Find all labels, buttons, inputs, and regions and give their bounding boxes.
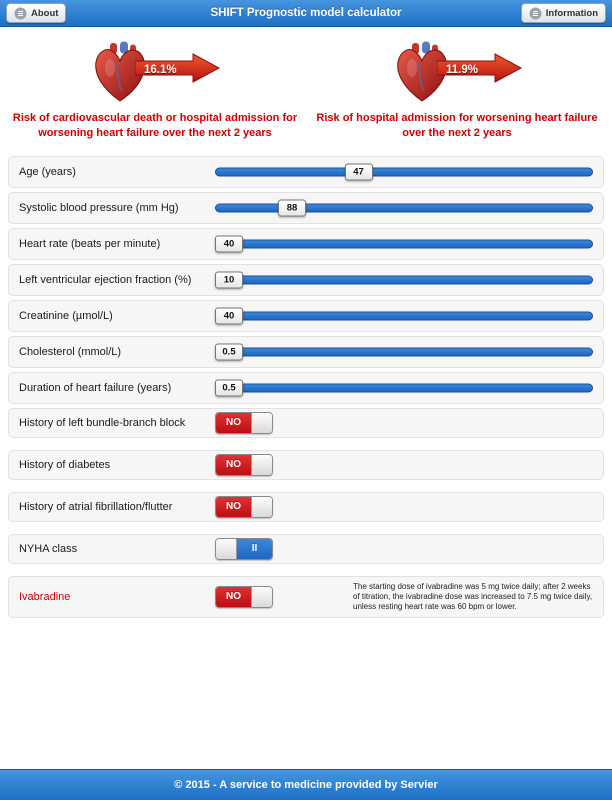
ivabradine-toggle[interactable] [215, 586, 273, 608]
toggle-knob [251, 497, 272, 517]
parameters-list [0, 148, 612, 618]
cholesterol-slider[interactable] [215, 337, 593, 367]
row-diabetes [8, 450, 604, 480]
risk-section [0, 27, 612, 148]
row-heart-rate [8, 228, 604, 260]
information-icon [529, 7, 542, 20]
toggle-value: NO [216, 587, 251, 607]
row-ivabradine [8, 576, 604, 618]
risk-cv-death-column [4, 37, 306, 142]
slider-label: Systolic blood pressure (mm Hg) [19, 201, 179, 214]
risk-percentage: 16.1% [144, 64, 177, 76]
information-button-label: Information [545, 7, 598, 19]
risk-description: Risk of cardiovascular death or hospital admission for worsening heart failure over the next 2 years [12, 112, 298, 140]
slider-label: Duration of heart failure (years) [19, 381, 172, 394]
afib-toggle[interactable] [215, 496, 273, 518]
toggle-label: NYHA class [19, 542, 78, 555]
slider-thumb[interactable]: 10 [215, 271, 243, 288]
toggle-label: History of diabetes [19, 458, 111, 471]
toggle-label: Ivabradine [19, 590, 71, 603]
toggle-knob [251, 413, 272, 433]
slider-thumb[interactable]: 0.5 [215, 343, 243, 360]
slider-thumb[interactable]: 0.5 [215, 379, 243, 396]
slider-label: Creatinine (µmol/L) [19, 309, 113, 322]
risk-hospital-admission-column [306, 37, 608, 142]
row-afib [8, 492, 604, 522]
slider-thumb[interactable]: 40 [215, 235, 243, 252]
row-age [8, 156, 604, 188]
age-slider[interactable] [215, 157, 593, 187]
app-bar [0, 0, 612, 27]
risk-percentage: 11.9% [446, 64, 478, 76]
systolic-bp-slider[interactable] [215, 193, 593, 223]
page-title: SHIFT Prognostic model calculator [210, 7, 402, 19]
slider-label: Cholesterol (mmol/L) [19, 345, 122, 358]
row-cholesterol [8, 336, 604, 368]
slider-track[interactable] [215, 239, 593, 248]
slider-track[interactable] [215, 275, 593, 284]
information-button[interactable] [521, 3, 606, 23]
nyha-class-toggle[interactable] [215, 538, 273, 560]
toggle-label: History of atrial fibrillation/flutter [19, 500, 173, 513]
slider-label: Left ventricular ejection fraction (%) [19, 273, 192, 286]
toggle-label: History of left bundle-branch block [19, 416, 186, 429]
heart-arrow-group [89, 37, 221, 109]
slider-label: Age (years) [19, 165, 76, 178]
row-hf-duration [8, 372, 604, 404]
slider-track[interactable] [215, 347, 593, 356]
toggle-value: II [237, 539, 272, 559]
row-creatinine [8, 300, 604, 332]
row-nyha-class [8, 534, 604, 564]
toggle-knob [216, 539, 237, 559]
lbbb-toggle[interactable] [215, 412, 273, 434]
risk-arrow [437, 53, 523, 88]
footer-bar [0, 769, 612, 800]
heart-arrow-group [391, 37, 523, 109]
ivabradine-note: The starting dose of ivabradine was 5 mg twice daily; after 2 weeks of titration, the ivabradine dose was increased to 7.5 mg twice daily, unless resting heart rate was 60 bpm or lower. [353, 581, 593, 611]
slider-label: Heart rate (beats per minute) [19, 237, 161, 250]
slider-track[interactable] [215, 167, 593, 176]
about-button[interactable] [6, 3, 66, 23]
risk-arrow [135, 53, 221, 88]
hf-duration-slider[interactable] [215, 373, 593, 403]
row-systolic-bp [8, 192, 604, 224]
slider-thumb[interactable]: 88 [278, 199, 306, 216]
diabetes-toggle[interactable] [215, 454, 273, 476]
risk-description: Risk of hospital admission for worsening heart failure over the next 2 years [316, 112, 598, 140]
slider-track[interactable] [215, 311, 593, 320]
slider-track[interactable] [215, 383, 593, 392]
slider-track[interactable] [215, 203, 593, 212]
toggle-knob [251, 587, 272, 607]
slider-thumb[interactable]: 40 [215, 307, 243, 324]
heart-rate-slider[interactable] [215, 229, 593, 259]
toggle-value: NO [216, 455, 251, 475]
creatinine-slider[interactable] [215, 301, 593, 331]
slider-thumb[interactable]: 47 [345, 163, 373, 180]
about-button-label: About [31, 7, 59, 19]
toggle-knob [251, 455, 272, 475]
footer-text: © 2015 - A service to medicine provided by Servier [174, 779, 438, 791]
row-lvef [8, 264, 604, 296]
about-icon [14, 7, 27, 20]
lvef-slider[interactable] [215, 265, 593, 295]
row-lbbb [8, 408, 604, 438]
toggle-value: NO [216, 497, 251, 517]
toggle-value: NO [216, 413, 251, 433]
